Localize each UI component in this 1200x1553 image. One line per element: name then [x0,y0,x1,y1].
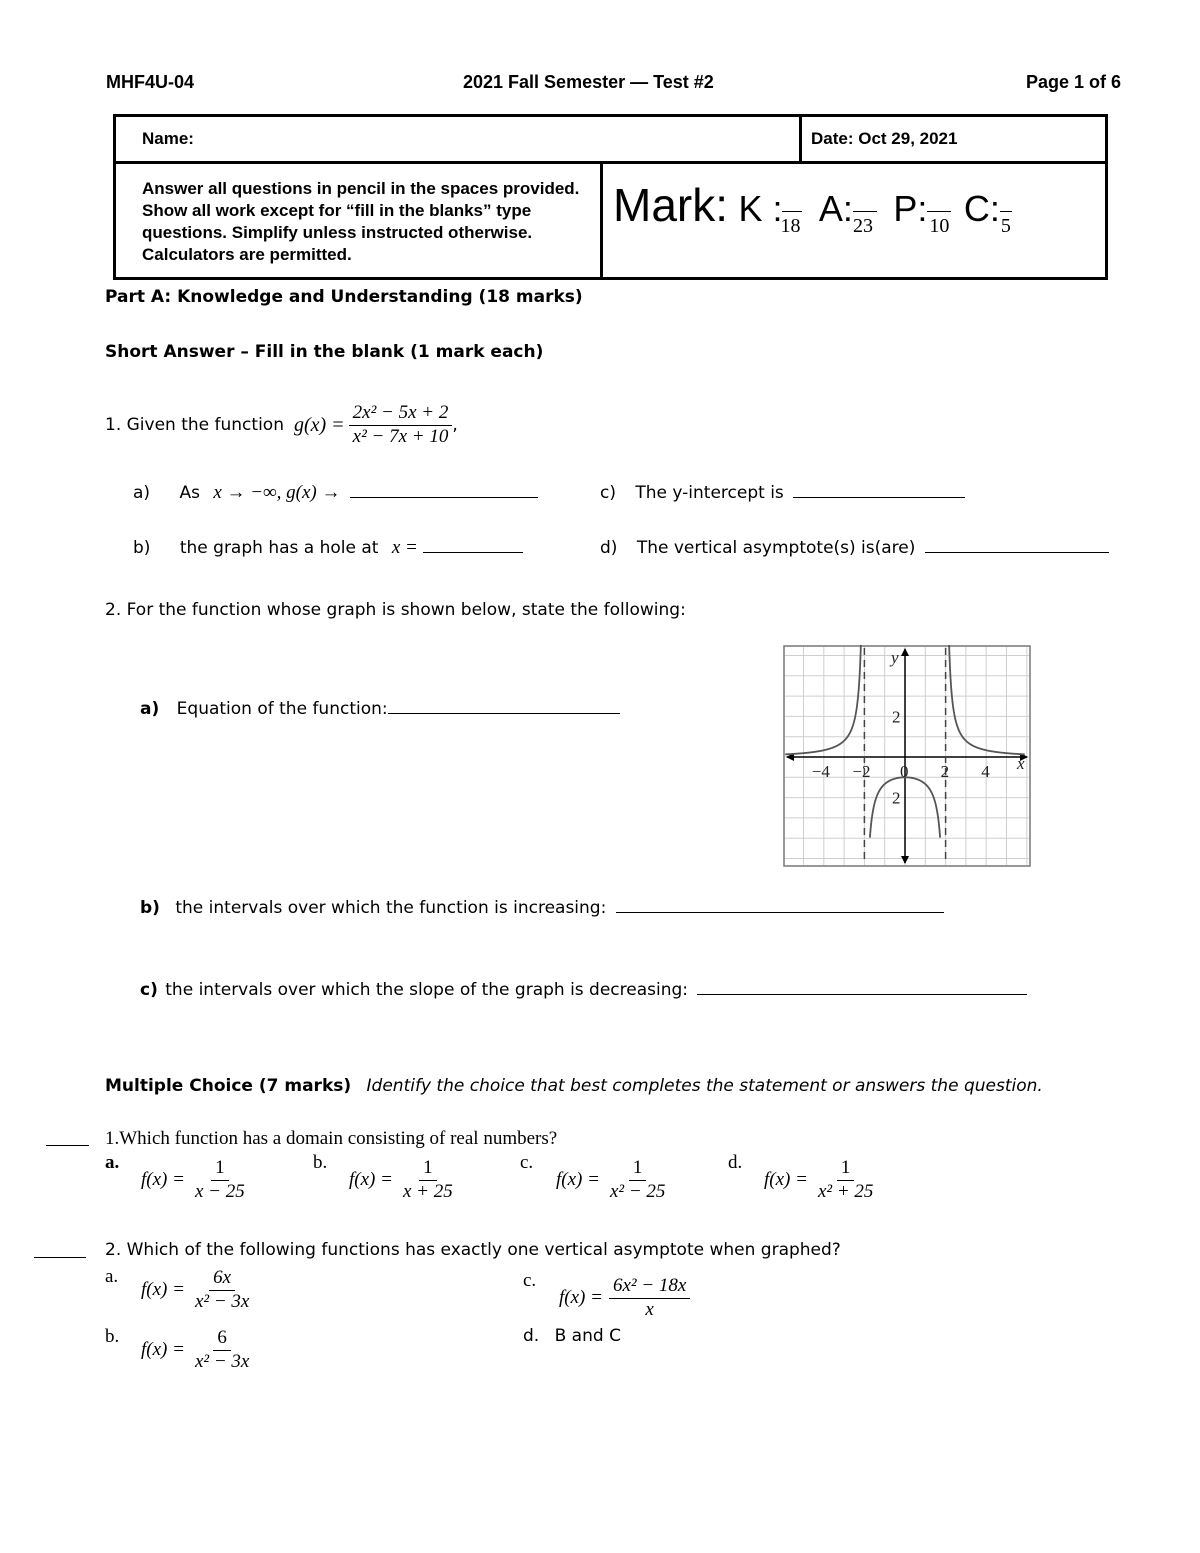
mc-q1-d-num: 1 [837,1158,855,1181]
mc-q2-c-num: 6x² − 18x [609,1276,690,1299]
mc-q2-a-den: x² − 3x [194,1290,250,1312]
q1-part-b [133,534,523,559]
date-label: Date: Oct 29, 2021 [811,129,958,148]
mc-q2-c-letter: c. [523,1270,537,1291]
mc-q2-answer-blank[interactable] [34,1243,86,1258]
a-label: A: [818,188,853,229]
q1c-answer-blank[interactable] [793,479,965,498]
instructions-cell [115,163,602,279]
instructions-text: Answer all questions in pencil in the spaces provided. Show all work except for “fill in the blanks” type questions. Simplify unless instructed otherwise. Calculators are permitted. [142,179,580,264]
mc-q2-a-func: f(x) = [141,1279,185,1301]
mc-q1-a-den: x − 25 [194,1180,245,1202]
mc-instruction: Identify the choice that best completes the statement or answers the question. [366,1076,1043,1096]
q1-part-d [600,534,1109,558]
q1c-letter: c) [600,483,616,503]
q2a-text: Equation of the function: [176,699,388,719]
mark-row [613,178,1014,237]
date-cell [801,116,1107,163]
y-axis-label: y [891,648,899,667]
mark-label: Mark: [613,179,728,231]
graph-border [784,646,1030,866]
q1a-letter: a) [133,483,151,503]
mc-q1-c-func: f(x) = [556,1169,600,1191]
q1-comma: , [452,415,458,435]
q1-numerator: 2x² − 5x + 2 [349,403,453,426]
info-box [113,114,1108,280]
q1-part-a [133,479,538,504]
q2c-letter: c) [140,980,158,1000]
x-axis-label: x [1017,754,1025,773]
q2c-answer-blank[interactable] [697,976,1027,995]
q1c-text: The y-intercept is [635,483,784,503]
mc-q1-d-func: f(x) = [764,1169,808,1191]
mc-q2-option-d[interactable] [523,1326,621,1346]
x-tick-label: 2 [940,762,950,781]
q1b-math: x = [391,537,418,558]
mc-q1-b-func: f(x) = [349,1169,393,1191]
q1d-text: The vertical asymptote(s) is(are) [636,538,916,558]
mc-q1-a-func: f(x) = [141,1169,185,1191]
q1-fraction [349,403,453,448]
y-tick-label: 2 [892,788,901,808]
mc-q1-c-num: 1 [629,1158,647,1181]
q2-part-c [140,976,1027,1000]
mc-q1-a-letter: a. [105,1152,120,1173]
graph-grid [785,647,1029,865]
q2a-answer-blank[interactable] [388,695,620,714]
mc-q1-b-letter: b. [313,1152,328,1173]
a-total: 23 [852,215,873,237]
q1b-answer-blank[interactable] [423,534,523,553]
mc-q2-b-num: 6 [213,1328,231,1351]
mc-q1-text: 1.Which function has a domain consisting of real numbers? [105,1128,558,1149]
q1d-answer-blank[interactable] [925,534,1109,553]
mc-q2-c-den: x [645,1298,654,1320]
mc-q2-b-letter: b. [105,1326,120,1347]
mc-title: Multiple Choice (7 marks) [105,1076,352,1096]
mc-q1-a-num: 1 [211,1158,229,1181]
curve-right-branch [949,645,1025,754]
short-answer-title: Short Answer – Fill in the blank (1 mark each) [105,342,544,362]
p-label: P: [893,188,928,229]
mc-q2-c-func: f(x) = [559,1287,603,1309]
q1d-letter: d) [600,538,618,558]
mc-q2-a-letter: a. [105,1266,119,1287]
mc-q2-d-text: B and C [554,1326,621,1346]
mc-q1-c-den: x² − 25 [609,1180,666,1202]
q2b-letter: b) [140,898,160,918]
mc-q1-answer-blank[interactable] [46,1131,89,1146]
q1a-text: As [179,483,200,503]
mc-q1-c-letter: c. [520,1152,534,1173]
name-label: Name: [142,129,194,148]
function-graph [783,645,1031,867]
mc-q2-b-den: x² − 3x [194,1350,250,1372]
part-a-title: Part A: Knowledge and Understanding (18 marks) [105,287,583,307]
q2b-text: the intervals over which the function is increasing: [175,898,607,918]
k-total: 18 [780,215,801,237]
test-title: 2021 Fall Semester — Test #2 [463,72,714,92]
page-number: Page 1 of 6 [1026,72,1122,92]
mc-q1-d-letter: d. [728,1152,743,1173]
q1-denominator: x² − 7x + 10 [352,425,449,447]
mc-q2-text: 2. Which of the following functions has exactly one vertical asymptote when graphed? [105,1240,841,1260]
y-axis-arrow-down [901,856,909,864]
q1a-math: x → −∞, g(x) → [213,482,341,503]
mc-q1-options [105,1152,1105,1212]
mc-heading [105,1076,1043,1096]
y-axis-arrow-up [901,648,909,656]
q2c-text: the intervals over which the slope of the graph is decreasing: [165,980,689,1000]
mc-q2-a-num: 6x [209,1268,235,1291]
p-total: 10 [929,215,950,237]
c-label: C: [963,188,1000,229]
x-tick-label: −2 [852,762,871,781]
x-tick-label: 0 [900,762,909,781]
q1b-text: the graph has a hole at [179,538,379,558]
graph-axes [786,648,1028,864]
mc-q1-b-den: x + 25 [402,1180,453,1202]
curve-left-branch [785,645,861,754]
k-label: K : [738,188,783,229]
name-cell[interactable] [115,116,801,163]
q2-part-b [140,894,944,918]
x-tick-label: −4 [811,762,830,781]
c-total: 5 [1000,215,1011,237]
mc-q1-d-den: x² + 25 [817,1180,874,1202]
q1-part-c [600,479,965,503]
q2a-letter: a) [140,699,160,719]
mc-q2-d-letter: d. [523,1326,540,1346]
q1-lead: 1. Given the function [105,415,284,435]
mc-q1-b-num: 1 [419,1158,437,1181]
q2-part-a [140,695,620,719]
q1-stem [105,397,458,453]
course-code: MHF4U-04 [106,72,195,92]
q1a-answer-blank[interactable] [350,479,538,498]
q2b-answer-blank[interactable] [616,894,944,913]
mc-q2-b-func: f(x) = [141,1339,185,1361]
y-tick-label: 2 [892,707,901,727]
mark-cell [602,163,1107,279]
q1b-letter: b) [133,538,151,558]
q1-func-name: g(x) = [293,413,345,436]
mc-q2-options [105,1266,1105,1386]
x-tick-label: 4 [981,762,990,781]
q2-lead: 2. For the function whose graph is shown below, state the following: [105,600,686,620]
